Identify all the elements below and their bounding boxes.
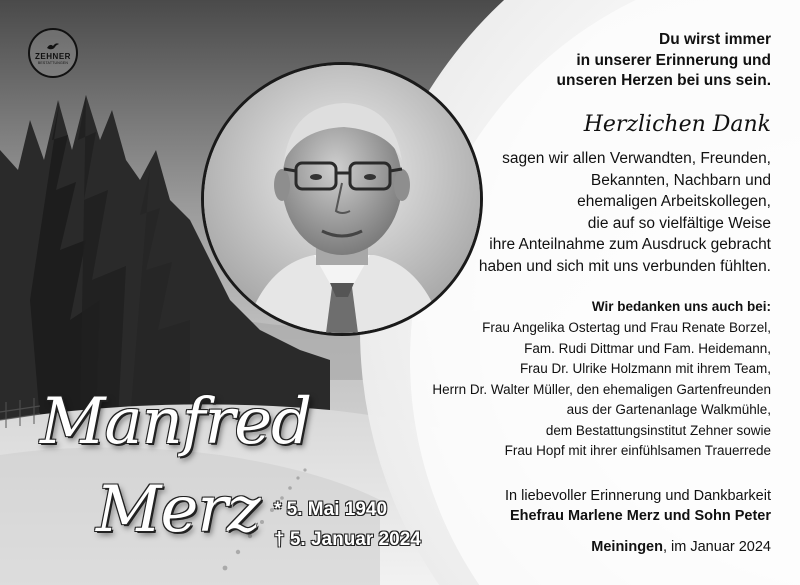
birth-date: * 5. Mai 1940 xyxy=(274,499,388,520)
thanks-line: Bekannten, Nachbarn und xyxy=(590,171,771,189)
logo-subtitle: BESTATTUNGEN xyxy=(37,61,69,65)
intro-verse xyxy=(557,30,771,92)
thanks-line: ihre Anteilnahme zum Ausdruck gebracht xyxy=(489,236,771,253)
thanks-line: haben und sich mit uns verbunden fühlten. xyxy=(478,257,771,275)
closing-line: In liebevoller Erinnerung und Dankbarkeit xyxy=(505,488,771,504)
dove-icon xyxy=(46,41,60,51)
place-and-date xyxy=(591,539,771,555)
also-thanks-line: dem Bestattungsinstitut Zehner sowie xyxy=(545,422,771,438)
also-thanks-line: Fam. Rudi Dittmar und Fam. Heidemann, xyxy=(524,340,771,356)
logo-name: ZEHNER xyxy=(35,52,71,61)
also-thanks-line: Frau Dr. Ulrike Holzmann mit ihrem Team, xyxy=(519,361,771,376)
also-thanks-line: aus der Gartenanlage Walkmühle, xyxy=(566,402,771,417)
place-city: Meiningen xyxy=(591,539,663,555)
thanks-line: sagen wir allen Verwandten, Freunden, xyxy=(502,150,771,167)
also-thanks-line: Frau Hopf mit ihrer einfühlsamen Trauerrede xyxy=(504,443,771,458)
portrait-illustration xyxy=(204,65,480,333)
deceased-last-name: Merz xyxy=(96,473,260,547)
also-thanks-heading: Wir bedanken uns auch bei: xyxy=(591,299,771,314)
deceased-first-name: Manfred xyxy=(40,385,312,459)
also-thanks-line: Frau Angelika Ostertag und Frau Renate Borzel, xyxy=(482,320,771,335)
death-date: † 5. Januar 2024 xyxy=(274,529,421,550)
funeral-home-logo xyxy=(28,28,78,78)
also-thanks-line: Herrn Dr. Walter Müller, den ehemaligen Gartenfreunden xyxy=(432,381,771,397)
intro-line: Du wirst immer xyxy=(659,31,771,48)
thanks-text xyxy=(479,148,771,277)
intro-line: unseren Herzen bei uns sein. xyxy=(556,72,771,89)
portrait-photo xyxy=(201,62,483,336)
also-thanks-list xyxy=(432,318,771,462)
intro-line: in unserer Erinnerung und xyxy=(576,51,771,69)
place-date: , im Januar 2024 xyxy=(662,539,771,555)
signers: Ehefrau Marlene Merz und Sohn Peter xyxy=(509,508,771,524)
life-dates xyxy=(274,495,421,555)
thanks-line: ehemaligen Arbeitskollegen, xyxy=(577,193,771,210)
thanks-line: die auf so vielfältige Weise xyxy=(587,214,771,232)
thanks-heading: Herzlichen Dank xyxy=(583,112,771,137)
closing-block xyxy=(505,486,771,526)
